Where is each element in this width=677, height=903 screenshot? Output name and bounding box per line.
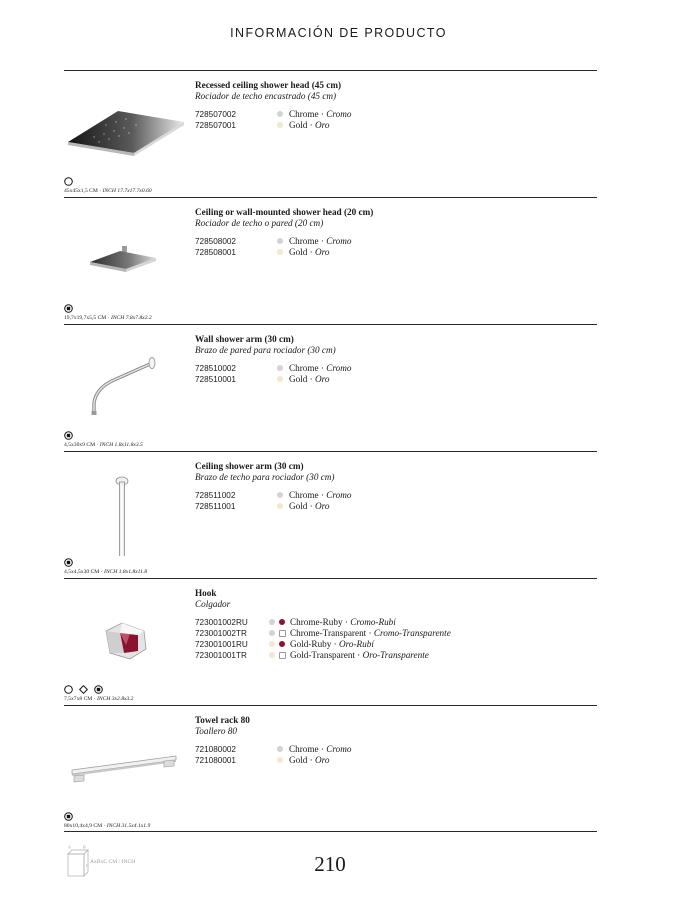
variant-row: 721080002 Chrome · Cromo xyxy=(195,744,352,754)
legend-a: A xyxy=(68,845,71,850)
color-name-es: Cromo xyxy=(326,236,352,246)
product-code: 723001002TR xyxy=(195,629,247,638)
variant-row: 728508002 Chrome · Cromo xyxy=(195,236,352,246)
variant-row: 723001002TR Chrome-Transparent · Cromo-Transparente xyxy=(195,628,451,638)
chrome-swatch-icon xyxy=(269,619,275,625)
product-code: 728507002 xyxy=(195,110,236,119)
chrome-swatch-icon xyxy=(277,492,283,498)
chrome-swatch-icon xyxy=(277,365,283,371)
color-name: Gold xyxy=(289,120,308,130)
dimensions-cm: 80x10,4x4,9 CM xyxy=(64,823,103,829)
towel-rack-icon xyxy=(64,714,189,810)
dimensions: 45x45x1,5 CM · INCH 17.7x17.7x0.60 xyxy=(64,188,152,194)
product-code: 728508002 xyxy=(195,237,236,246)
product-name: Wall shower arm (30 cm) xyxy=(195,334,294,344)
gold-swatch-icon xyxy=(277,122,283,128)
product-name: Recessed ceiling shower head (45 cm) xyxy=(195,80,342,90)
dimensions-cm: 45x45x1,5 CM xyxy=(64,188,98,194)
product-name-es: Brazo de techo para rociador (30 cm) xyxy=(195,472,335,482)
color-name: Chrome xyxy=(289,109,319,119)
variant-row: 728508001 Gold · Oro xyxy=(195,247,330,257)
color-name: Chrome xyxy=(289,236,319,246)
color-name: Gold xyxy=(289,755,308,765)
color-name: Chrome-Transparent xyxy=(290,628,367,638)
color-name-es: Cromo-Rubí xyxy=(350,617,396,627)
dimensions-inch: INCH 1.8x11.8x3.5 xyxy=(99,442,143,448)
dimensions: 4,5x4,5x30 CM · INCH 1.8x1.8x11.8 xyxy=(64,569,148,575)
color-name-es: Oro xyxy=(315,247,330,257)
color-name-es: Cromo xyxy=(326,490,352,500)
gold-swatch-icon xyxy=(277,249,283,255)
diamond-icon xyxy=(79,685,88,694)
product-entry xyxy=(64,324,597,452)
ruby-swatch-icon xyxy=(279,641,285,647)
product-code: 728510001 xyxy=(195,375,236,384)
target-icon xyxy=(64,558,73,567)
product-name-es: Rociador de techo encastrado (45 cm) xyxy=(195,91,337,101)
color-name: Gold xyxy=(289,374,308,384)
product-entry xyxy=(64,197,597,325)
color-name-es: Cromo xyxy=(326,109,352,119)
product-name-es: Colgador xyxy=(195,599,231,609)
color-name: Gold-Ruby xyxy=(290,639,332,649)
color-name-es: Cromo xyxy=(326,363,352,373)
legend-c: C xyxy=(86,863,89,868)
variant-row: 728507002 Chrome · Cromo xyxy=(195,109,352,119)
product-code: 721080002 xyxy=(195,745,236,754)
dimensions-inch: INCH 31.5x4.1x1.9 xyxy=(106,823,151,829)
transparent-swatch-icon xyxy=(279,630,286,637)
product-code: 728510002 xyxy=(195,364,236,373)
target-icon xyxy=(64,431,73,440)
chrome-swatch-icon xyxy=(277,746,283,752)
dimension-legend xyxy=(64,845,164,879)
gold-swatch-icon xyxy=(269,652,275,658)
variant-row: 721080001 Gold · Oro xyxy=(195,755,330,765)
product-code: 728511001 xyxy=(195,502,236,511)
target-icon xyxy=(64,304,73,313)
color-name: Chrome xyxy=(289,744,319,754)
page-title: INFORMACIÓN DE PRODUCTO xyxy=(230,26,447,40)
product-name-es: Brazo de pared para rociador (30 cm) xyxy=(195,345,336,355)
product-name: Towel rack 80 xyxy=(195,715,250,725)
gold-swatch-icon xyxy=(277,757,283,763)
product-name: Ceiling or wall-mounted shower head (20 cm) xyxy=(195,207,374,217)
color-name-es: Oro xyxy=(315,755,330,765)
product-code: 728511002 xyxy=(195,491,236,500)
color-name-es: Oro xyxy=(315,501,330,511)
product-code: 723001001TR xyxy=(195,651,247,660)
circle-icon xyxy=(64,685,73,694)
gold-swatch-icon xyxy=(277,503,283,509)
product-entry xyxy=(64,451,597,579)
square-shower-head-icon xyxy=(64,206,189,302)
dimensions-inch: INCH 7.8x7.8x2.2 xyxy=(110,315,152,321)
color-name: Gold xyxy=(289,247,308,257)
color-name-es: Oro-Transparente xyxy=(362,650,429,660)
variant-row: 728510002 Chrome · Cromo xyxy=(195,363,352,373)
color-name-es: Cromo xyxy=(326,744,352,754)
product-code: 728507001 xyxy=(195,121,236,130)
legend-label: AxBxC CM / INCH xyxy=(90,859,136,865)
dimension-box-icon xyxy=(64,845,90,879)
variant-row: 728511001 Gold · Oro xyxy=(195,501,330,511)
color-name-es: Oro xyxy=(315,374,330,384)
product-name: Hook xyxy=(195,588,217,598)
dimensions: 7,5x7x8 CM · INCH 3x2.8x3.2 xyxy=(64,696,134,702)
chrome-swatch-icon xyxy=(269,630,275,636)
color-name: Chrome-Ruby xyxy=(290,617,343,627)
product-code: 721080001 xyxy=(195,756,236,765)
target-icon xyxy=(64,812,73,821)
product-name-es: Toallero 80 xyxy=(195,726,237,736)
color-name: Chrome xyxy=(289,490,319,500)
hook-icon xyxy=(64,587,189,683)
ceiling-shower-arm-icon xyxy=(64,460,189,556)
ruby-swatch-icon xyxy=(279,619,285,625)
color-name-es: Oro-Rubí xyxy=(339,639,374,649)
dimensions: 4,5x30x9 CM · INCH 1.8x11.8x3.5 xyxy=(64,442,143,448)
dimensions-cm: 4,5x30x9 CM xyxy=(64,442,96,448)
product-code: 723001001RU xyxy=(195,640,248,649)
dimensions: 19,7x19,7x5,5 CM · INCH 7.8x7.8x2.2 xyxy=(64,315,152,321)
dimensions-cm: 7,5x7x8 CM xyxy=(64,696,93,702)
variant-row: 723001002RU Chrome-Ruby · Cromo-Rubí xyxy=(195,617,396,627)
dimensions-cm: 4,5x4,5x30 CM xyxy=(64,569,100,575)
chrome-swatch-icon xyxy=(277,111,283,117)
bottom-rule xyxy=(64,831,597,832)
variant-row: 728511002 Chrome · Cromo xyxy=(195,490,352,500)
dimensions-inch: INCH 1.8x1.8x11.8 xyxy=(103,569,148,575)
gold-swatch-icon xyxy=(269,641,275,647)
color-name: Gold xyxy=(289,501,308,511)
dimensions-inch: INCH 17.7x17.7x0.60 xyxy=(102,188,152,194)
legend-b: B xyxy=(83,845,86,850)
product-name: Ceiling shower arm (30 cm) xyxy=(195,461,304,471)
color-name: Gold-Transparent xyxy=(290,650,355,660)
variant-row: 728507001 Gold · Oro xyxy=(195,120,330,130)
recessed-shower-head-icon xyxy=(64,79,189,175)
gold-swatch-icon xyxy=(277,376,283,382)
variant-row: 723001001TR Gold-Transparent · Oro-Transparente xyxy=(195,650,429,660)
wall-shower-arm-icon xyxy=(64,333,189,429)
color-name-es: Oro xyxy=(315,120,330,130)
color-name-es: Cromo-Transparente xyxy=(373,628,451,638)
dimensions: 80x10,4x4,9 CM · INCH 31.5x4.1x1.9 xyxy=(64,823,151,829)
product-code: 723001002RU xyxy=(195,618,248,627)
target-square-icon xyxy=(94,685,103,694)
product-entry xyxy=(64,578,597,706)
circle-icon xyxy=(64,177,73,186)
dimensions-cm: 19,7x19,7x5,5 CM xyxy=(64,315,107,321)
product-name-es: Rociador de techo o pared (20 cm) xyxy=(195,218,324,228)
transparent-swatch-icon xyxy=(279,652,286,659)
page-number: 210 xyxy=(314,852,346,876)
dimensions-inch: INCH 3x2.8x3.2 xyxy=(96,696,134,702)
chrome-swatch-icon xyxy=(277,238,283,244)
color-name: Chrome xyxy=(289,363,319,373)
product-code: 728508001 xyxy=(195,248,236,257)
product-entry xyxy=(64,705,597,833)
product-entry xyxy=(64,70,597,198)
variant-row: 723001001RU Gold-Ruby · Oro-Rubí xyxy=(195,639,374,649)
variant-row: 728510001 Gold · Oro xyxy=(195,374,330,384)
